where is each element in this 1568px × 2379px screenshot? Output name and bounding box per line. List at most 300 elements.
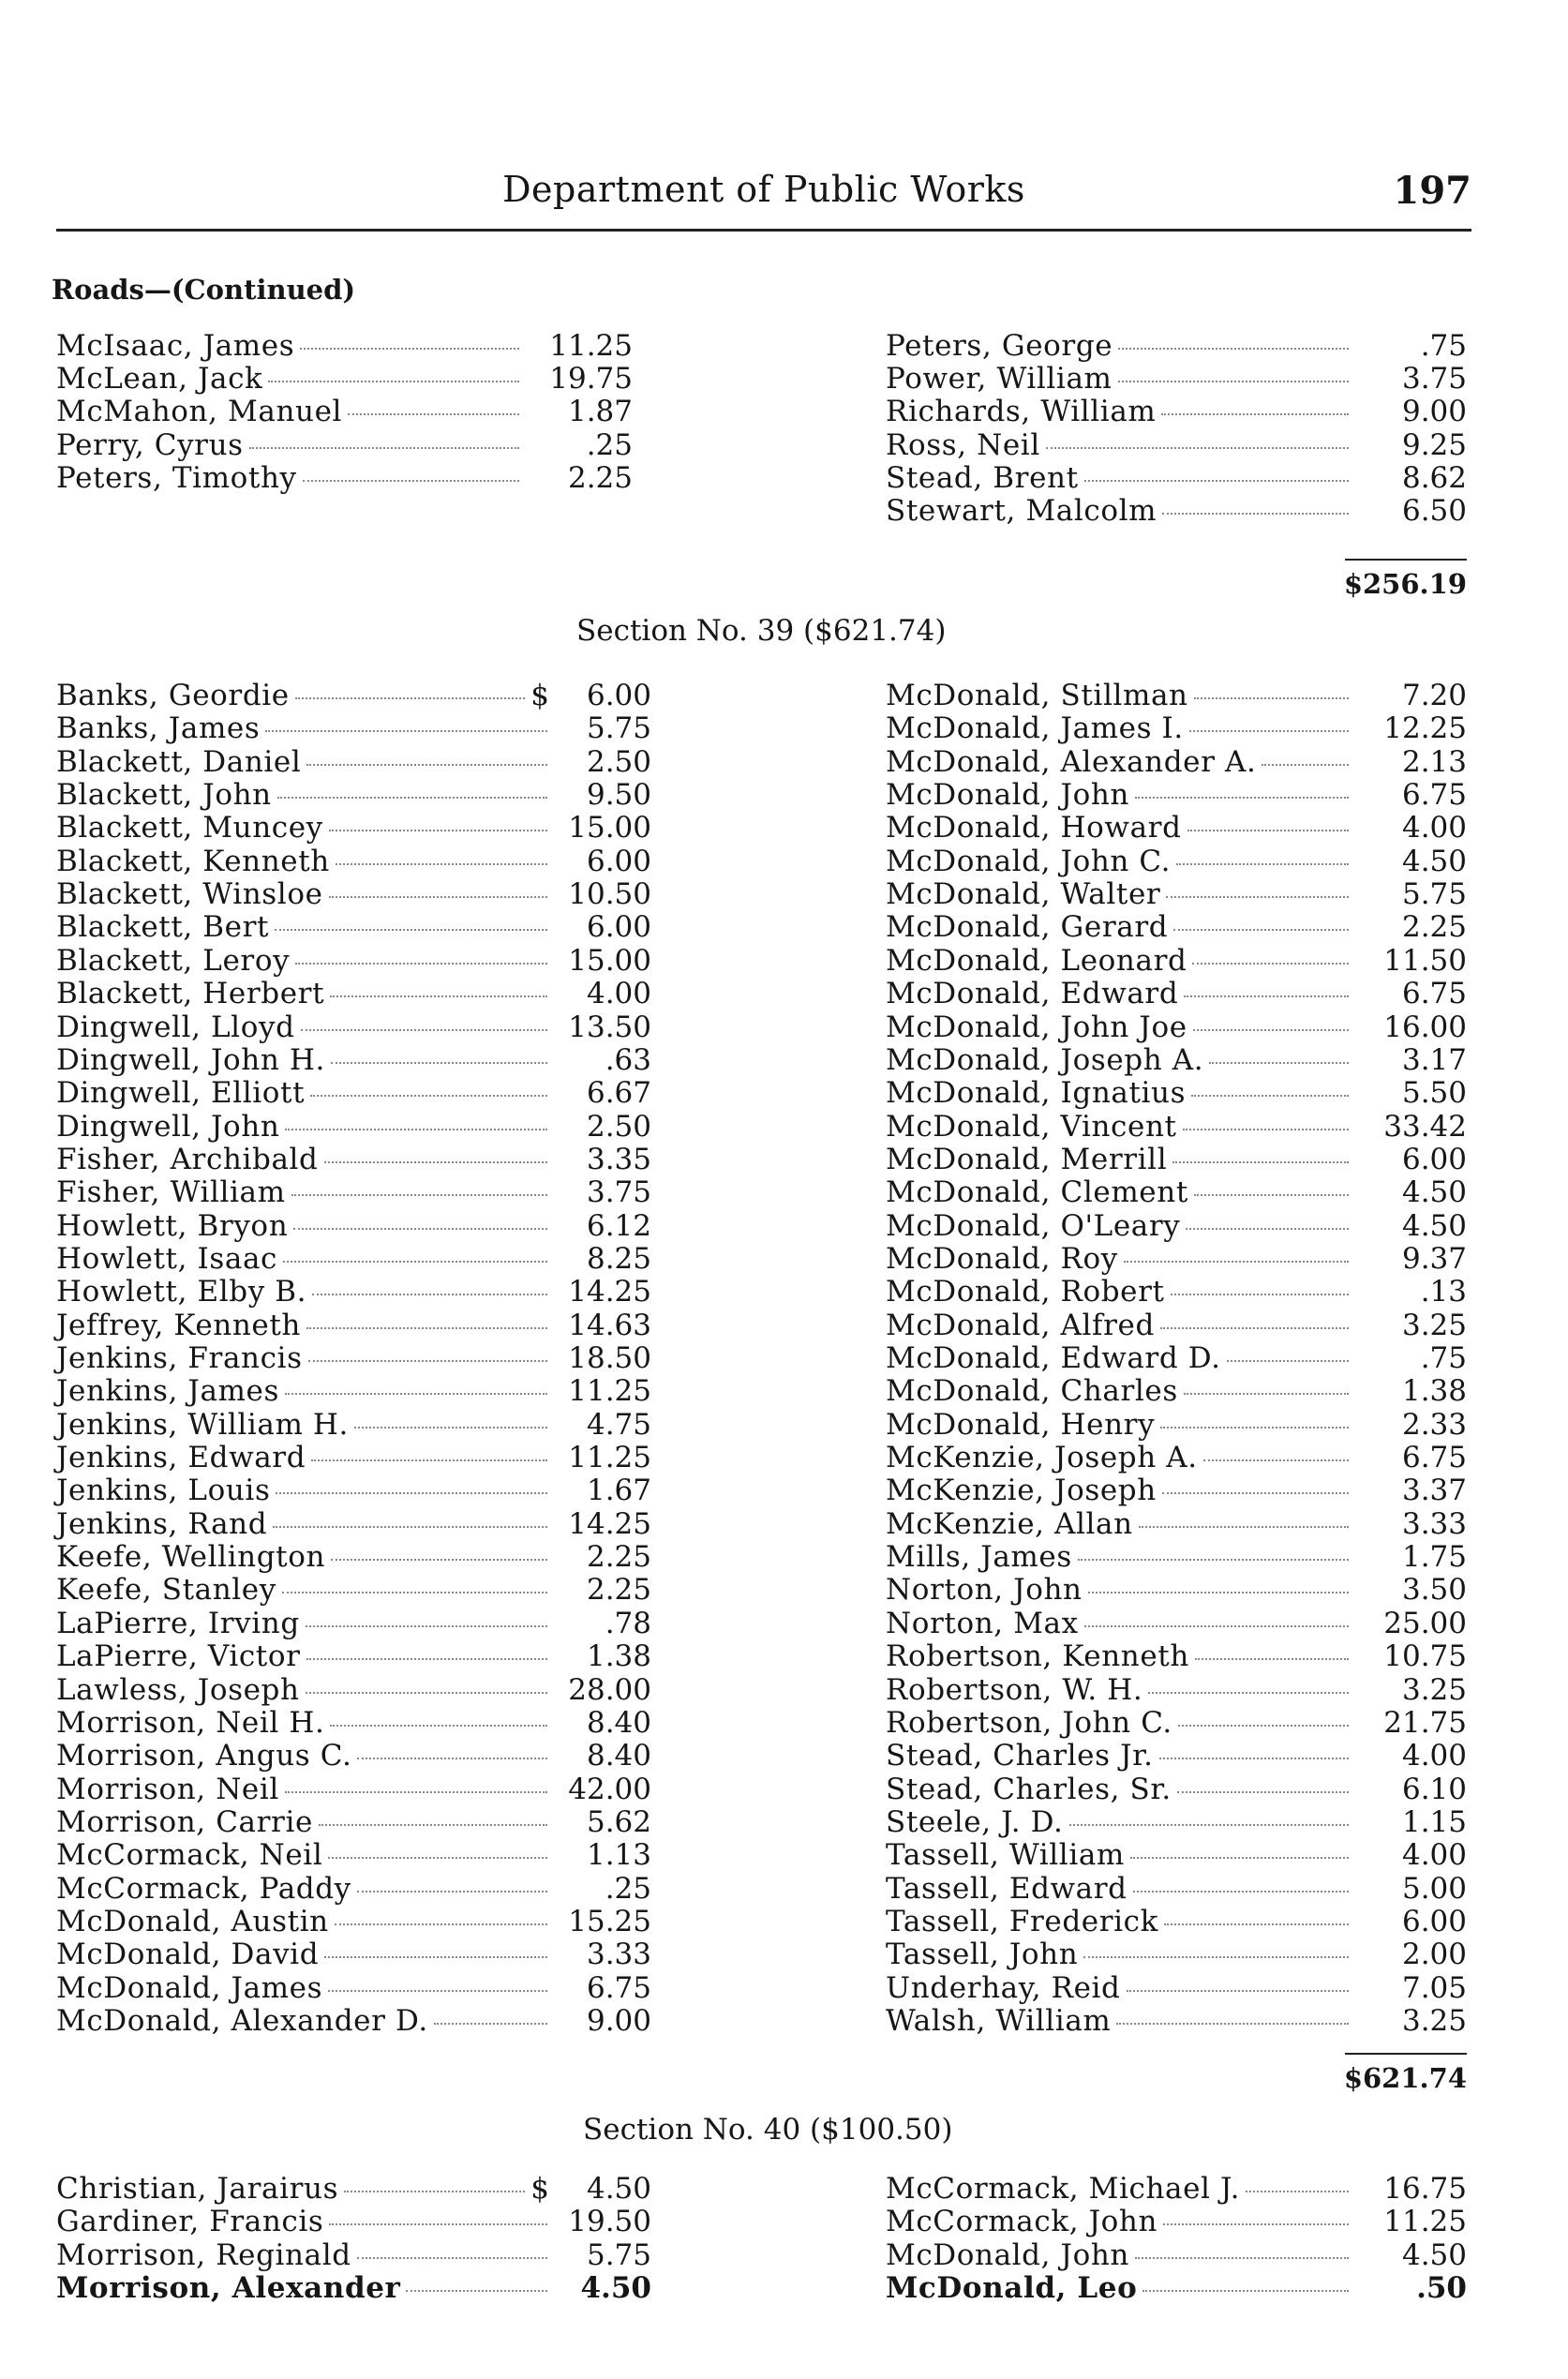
entry-amount: 5.75: [1401, 877, 1467, 912]
dot-leader: [329, 2223, 547, 2225]
entry-amount: 3.25: [1401, 1308, 1467, 1342]
section-39-right-entry: [886, 1674, 1354, 1707]
entry-amount: 6.50: [1401, 494, 1467, 528]
section-39-right-entry: [886, 1972, 1354, 2005]
dot-leader: [295, 697, 526, 699]
entry-name: McDonald, James: [56, 1970, 323, 2005]
dot-leader: [285, 1791, 547, 1793]
section-39-left-entry: [56, 1176, 553, 1209]
section-39-left-entry: [56, 1541, 553, 1574]
dot-leader: [1084, 480, 1349, 482]
section-39-right-entry: [886, 845, 1354, 878]
section-39-left-entry: [56, 945, 553, 978]
dot-leader: [1160, 1427, 1349, 1429]
entry-name: Jenkins, Edward: [56, 1441, 306, 1475]
entry-name: Jenkins, William H.: [56, 1407, 350, 1442]
section-39-right-entry: [886, 1409, 1354, 1442]
dot-leader: [1135, 797, 1349, 799]
section-39-right-entry: [886, 1640, 1354, 1673]
entry-amount: 2.25: [1401, 910, 1467, 945]
section-39-left-entry: [56, 1972, 553, 2005]
entry-name: Norton, Max: [886, 1606, 1079, 1640]
dot-leader: [319, 1824, 547, 1826]
entry-amount: 9.00: [1401, 395, 1467, 429]
section-39-left-entry: [56, 2005, 553, 2038]
section-39-right-entry: [886, 978, 1354, 1010]
entry-name: Blackett, Herbert: [56, 977, 325, 1011]
dot-leader: [328, 1990, 547, 1992]
section-39-left-entry: [56, 812, 553, 845]
section-39-left-entry: [56, 845, 553, 878]
entry-amount: .75: [1420, 1341, 1467, 1375]
header-rule: [56, 229, 1471, 232]
entry-amount: 1.87: [567, 395, 633, 429]
entry-name: McMahon, Manuel: [56, 395, 343, 429]
section-39-right-entry: [886, 1011, 1354, 1044]
entry-name: McIsaac, James: [56, 329, 295, 363]
dot-leader: [311, 1459, 547, 1461]
entry-amount: 2.25: [586, 1540, 651, 1575]
dot-leader: [1209, 1062, 1349, 1064]
entry-amount: 4.00: [1401, 1838, 1467, 1873]
section-39-left-entry: [56, 1508, 553, 1541]
entry-name: Robertson, John C.: [886, 1705, 1172, 1740]
section-40-right-entry: [886, 2206, 1354, 2238]
entry-name: Christian, Jarairus: [56, 2172, 339, 2206]
entry-amount: 9.00: [586, 2004, 651, 2038]
entry-name: Fisher, William: [56, 1175, 286, 1210]
entry-name: Morrison, Reginald: [56, 2237, 351, 2272]
entry-amount: .75: [1420, 329, 1467, 363]
dot-leader: [335, 1923, 547, 1925]
section-39-right-entry: [886, 1740, 1354, 1773]
entry-name: Jenkins, Rand: [56, 1506, 268, 1541]
entry-amount: 14.25: [568, 1275, 651, 1309]
dot-leader: [348, 413, 519, 415]
entry-name: Banks, Geordie: [56, 679, 290, 712]
entry-name: McDonald, David: [56, 1938, 320, 1972]
section-39-right-entry: [886, 1508, 1354, 1541]
section-39-right-entry: [886, 1309, 1354, 1342]
dot-leader: [1046, 447, 1349, 449]
dot-leader: [293, 1228, 547, 1230]
entry-name: McDonald, Howard: [886, 811, 1182, 845]
entry-amount: 4.75: [586, 1407, 651, 1442]
dot-leader: [1176, 863, 1349, 865]
entry-amount: 11.25: [568, 1374, 651, 1409]
dot-leader: [1227, 1360, 1349, 1362]
roads-left-entry: [56, 396, 525, 428]
entry-name: Mills, James: [886, 1540, 1072, 1575]
dot-leader: [1203, 1459, 1349, 1461]
entry-amount: 7.20: [1401, 679, 1467, 712]
roads-left-entry: [56, 330, 525, 363]
entry-amount: 3.33: [1401, 1506, 1467, 1541]
entry-amount: 6.00: [586, 679, 651, 712]
section-39-left-entry: [56, 1375, 553, 1408]
dot-leader: [1118, 381, 1349, 382]
entry-name: McDonald, John C.: [886, 844, 1172, 878]
entry-amount: 14.63: [568, 1308, 651, 1342]
entry-name: Peters, George: [886, 329, 1113, 363]
entry-amount: 6.75: [586, 1970, 651, 2005]
entry-amount: 1.67: [586, 1474, 651, 1508]
entry-name: McKenzie, Allan: [886, 1506, 1133, 1541]
entry-name: Power, William: [886, 362, 1113, 396]
entry-name: Stead, Charles, Sr.: [886, 1772, 1172, 1806]
entry-amount: 5.62: [586, 1804, 651, 1839]
entry-amount: 3.25: [1401, 2004, 1467, 2038]
entry-name: Peters, Timothy: [56, 460, 297, 495]
entry-name: Dingwell, Elliott: [56, 1076, 306, 1111]
dot-leader: [1078, 1559, 1349, 1561]
dot-leader: [1173, 929, 1349, 931]
entry-name: McCormack, Paddy: [56, 1871, 351, 1906]
dot-leader: [1172, 1161, 1349, 1163]
dot-leader: [1194, 1194, 1349, 1196]
entry-name: McLean, Jack: [56, 362, 263, 396]
entry-name: Howlett, Bryon: [56, 1208, 289, 1243]
entry-name: Howlett, Isaac: [56, 1241, 277, 1276]
entry-name: McDonald, Charles: [886, 1374, 1178, 1409]
dollar-sign: $: [530, 2172, 549, 2206]
entry-amount: 6.67: [586, 1076, 651, 1111]
entry-amount: 6.00: [1401, 1904, 1467, 1938]
entry-name: LaPierre, Irving: [56, 1606, 300, 1640]
dot-leader: [300, 348, 519, 350]
entry-amount: 8.25: [586, 1241, 651, 1276]
entry-name: Keefe, Wellington: [56, 1540, 326, 1575]
dot-leader: [1171, 1294, 1349, 1295]
dot-leader: [1164, 1923, 1349, 1925]
section-39-left-entry: [56, 1077, 553, 1110]
dot-leader: [1133, 1891, 1349, 1893]
dot-leader: [336, 863, 547, 865]
dot-leader: [1184, 1393, 1349, 1395]
section-40-left-entry: [56, 2206, 553, 2238]
section-39-left-entry: [56, 1574, 553, 1607]
dot-leader: [328, 1857, 547, 1859]
dot-leader: [291, 1194, 547, 1196]
section-39-total-rule: [1345, 2053, 1467, 2055]
entry-name: Norton, John: [886, 1573, 1083, 1608]
dot-leader: [1189, 730, 1349, 732]
dot-leader: [1160, 1327, 1349, 1329]
entry-amount: 13.50: [568, 1010, 651, 1044]
entry-amount: 16.00: [1383, 1010, 1467, 1044]
entry-name: McDonald, Merrill: [886, 1142, 1168, 1176]
dot-leader: [1083, 1956, 1349, 1958]
dot-leader: [265, 730, 547, 732]
roads-left-entry: [56, 429, 525, 462]
section-39-right-entry: [886, 1806, 1354, 1839]
entry-amount: 15.00: [568, 943, 651, 978]
entry-amount: 2.00: [1401, 1938, 1467, 1972]
entry-amount: 12.25: [1383, 711, 1467, 746]
entry-name: Dingwell, John H.: [56, 1042, 325, 1077]
entry-name: McDonald, Clement: [886, 1175, 1188, 1210]
section-39-right-entry: [886, 1077, 1354, 1110]
roads-left-entry: [56, 462, 525, 495]
entry-name: McDonald, Stillman: [886, 679, 1188, 712]
dot-leader: [283, 1261, 547, 1263]
entry-name: McDonald, Joseph A.: [886, 1042, 1204, 1077]
entry-amount: 10.50: [568, 877, 651, 912]
entry-amount: 6.75: [1401, 977, 1467, 1011]
dot-leader: [1116, 2023, 1349, 2025]
entry-amount: 28.00: [568, 1672, 651, 1707]
section-39-right-entry: [886, 1442, 1354, 1474]
section-39-left-entry: [56, 1806, 553, 1839]
dot-leader: [1130, 1857, 1349, 1859]
entry-amount: 6.10: [1401, 1772, 1467, 1806]
entry-name: McCormack, John: [886, 2205, 1158, 2239]
entry-name: McKenzie, Joseph: [886, 1474, 1157, 1508]
dot-leader: [324, 1161, 548, 1163]
dot-leader: [285, 1129, 547, 1130]
entry-name: McDonald, Vincent: [886, 1109, 1177, 1144]
entry-name: Banks, James: [56, 711, 261, 746]
entry-amount: 3.75: [1401, 362, 1467, 396]
dot-leader: [357, 1891, 547, 1893]
entry-name: McDonald, John: [886, 778, 1129, 813]
section-39-left-entry: [56, 1608, 553, 1640]
entry-name: Blackett, Bert: [56, 910, 270, 945]
dot-leader: [1142, 2290, 1349, 2292]
entry-name: McKenzie, Joseph A.: [886, 1441, 1198, 1475]
section-39-left-entry: [56, 1873, 553, 1906]
entry-amount: 4.50: [1401, 1208, 1467, 1243]
entry-amount: 4.50: [1401, 844, 1467, 878]
dot-leader: [324, 1956, 547, 1958]
section-39-left-entry: [56, 878, 553, 911]
section-39-right-entry: [886, 779, 1354, 812]
dot-leader: [277, 797, 547, 799]
roads-right-entry: [886, 462, 1354, 495]
entry-name: McDonald, Leonard: [886, 943, 1187, 978]
dot-leader: [301, 1029, 547, 1031]
dot-leader: [306, 1658, 547, 1660]
dot-leader: [1124, 1261, 1349, 1263]
entry-name: McDonald, John Joe: [886, 1010, 1187, 1044]
entry-amount: .13: [1420, 1275, 1467, 1309]
section-39-right-entry: [886, 878, 1354, 911]
entry-name: Blackett, Leroy: [56, 943, 291, 978]
dot-leader: [306, 1327, 547, 1329]
entry-name: Tassell, Frederick: [886, 1904, 1158, 1938]
entry-name: Blackett, John: [56, 778, 272, 813]
entry-name: McDonald, Alfred: [886, 1308, 1155, 1342]
entry-name: Lawless, Joseph: [56, 1672, 300, 1707]
roads-heading: Roads—(Continued): [52, 274, 356, 306]
section-39-left-entry: [56, 1111, 553, 1144]
section-39-right-entry: [886, 712, 1354, 745]
entry-amount: .50: [1416, 2270, 1467, 2305]
entry-name: Ross, Neil: [886, 427, 1040, 462]
dot-leader: [1135, 2257, 1349, 2259]
section-39-left-entry: [56, 1210, 553, 1243]
dot-leader: [1192, 963, 1349, 965]
dot-leader: [1186, 1228, 1349, 1230]
entry-amount: 9.37: [1401, 1241, 1467, 1276]
dot-leader: [1088, 1592, 1349, 1593]
section-39-right-entry: [886, 1176, 1354, 1209]
dollar-sign: $: [530, 679, 549, 712]
roads-right-entry: [886, 495, 1354, 528]
dot-leader: [308, 1360, 547, 1362]
section-39-right-entry: [886, 812, 1354, 845]
section-39-total: $621.74: [1343, 2062, 1467, 2094]
section-39-right-entry: [886, 945, 1354, 978]
dot-leader: [1262, 764, 1349, 766]
entry-name: McDonald, Alexander A.: [886, 744, 1257, 779]
entry-name: Robertson, Kenneth: [886, 1639, 1189, 1674]
entry-amount: 3.37: [1401, 1474, 1467, 1508]
entry-amount: 11.50: [1383, 943, 1467, 978]
entry-amount: 3.33: [586, 1938, 651, 1972]
entry-amount: 11.25: [568, 1441, 651, 1475]
entry-name: Dingwell, Lloyd: [56, 1010, 295, 1044]
section-39-left-entry: [56, 1409, 553, 1442]
roads-right-entry: [886, 396, 1354, 428]
dot-leader: [1195, 1658, 1349, 1660]
entry-amount: 5.75: [586, 711, 651, 746]
section-39-left-entry: [56, 1309, 553, 1342]
dot-leader: [1161, 413, 1349, 415]
entry-amount: 5.50: [1401, 1076, 1467, 1111]
roads-right-entry: [886, 330, 1354, 363]
entry-name: Blackett, Muncey: [56, 811, 323, 845]
entry-name: McDonald, Robert: [886, 1275, 1165, 1309]
entry-amount: 15.25: [568, 1904, 651, 1938]
entry-name: McCormack, Michael J.: [886, 2172, 1241, 2206]
section-40-left-entry: [56, 2239, 553, 2272]
section-39-left-entry: [56, 712, 553, 745]
entry-amount: 1.75: [1401, 1540, 1467, 1575]
section-39-left-entry: [56, 1474, 553, 1507]
entry-amount: 4.50: [580, 2270, 651, 2305]
section-39-left-entry: [56, 779, 553, 812]
entry-amount: 1.38: [1401, 1374, 1467, 1409]
section-39-left-entry: [56, 1442, 553, 1474]
dot-leader: [1183, 1129, 1349, 1130]
dot-leader: [1177, 1791, 1349, 1793]
section-39-left-entry: [56, 1674, 553, 1707]
dot-leader: [1187, 830, 1349, 831]
entry-amount: .25: [605, 1871, 651, 1906]
entry-amount: 8.40: [586, 1739, 651, 1773]
entry-amount: 33.42: [1383, 1109, 1467, 1144]
entry-amount: 16.75: [1383, 2172, 1467, 2206]
entry-amount: 11.25: [1383, 2205, 1467, 2239]
section-39-left-entry: [56, 1342, 553, 1375]
section-39-left-entry: [56, 1773, 553, 1806]
entry-amount: 3.35: [586, 1142, 651, 1176]
section-39-left-entry: [56, 1839, 553, 1872]
entry-amount: 4.00: [586, 977, 651, 1011]
dot-leader: [276, 1492, 547, 1494]
section-39-right-entry: [886, 1773, 1354, 1806]
dot-leader: [354, 1427, 547, 1429]
entry-amount: 2.50: [586, 1109, 651, 1144]
dot-leader: [1163, 2223, 1349, 2225]
dot-leader: [1148, 1692, 1349, 1694]
section-39-left-entry: [56, 1044, 553, 1077]
entry-name: McCormack, Neil: [56, 1838, 323, 1873]
entry-name: McDonald, Roy: [886, 1241, 1118, 1276]
entry-amount: 3.25: [1401, 1672, 1467, 1707]
section-39-right-entry: [886, 1342, 1354, 1375]
entry-name: Tassell, William: [886, 1838, 1125, 1873]
section-39-right-entry: [886, 1474, 1354, 1507]
entry-amount: 18.50: [568, 1341, 651, 1375]
entry-name: McDonald, Gerard: [886, 910, 1169, 945]
entry-amount: 4.50: [1401, 2237, 1467, 2272]
roads-right-entry: [886, 363, 1354, 396]
roads-total-rule: [1345, 559, 1467, 561]
section-39-right-entry: [886, 1210, 1354, 1243]
entry-name: Jeffrey, Kenneth: [56, 1308, 301, 1342]
dot-leader: [329, 896, 547, 898]
entry-amount: 6.00: [586, 844, 651, 878]
entry-name: Fisher, Archibald: [56, 1142, 319, 1176]
section-39-right-entry: [886, 1144, 1354, 1176]
section-39-right-entry: [886, 1044, 1354, 1077]
dot-leader: [1162, 513, 1349, 515]
dot-leader: [1184, 995, 1349, 997]
entry-amount: 11.25: [549, 329, 633, 363]
entry-name: Walsh, William: [886, 2004, 1112, 2038]
dot-leader: [1166, 896, 1349, 898]
entry-amount: 3.50: [1401, 1573, 1467, 1608]
section-39-left-entry: [56, 1011, 553, 1044]
section-40-left-entry: [56, 2173, 553, 2206]
dot-leader: [306, 764, 547, 766]
entry-name: Howlett, Elby B.: [56, 1275, 307, 1309]
dot-leader: [1191, 1095, 1349, 1097]
entry-amount: 6.00: [586, 910, 651, 945]
entry-name: Jenkins, James: [56, 1374, 279, 1409]
section-39-left-entry: [56, 978, 553, 1010]
entry-name: Robertson, W. H.: [886, 1672, 1143, 1707]
entry-name: Blackett, Kenneth: [56, 844, 330, 878]
dot-leader: [268, 381, 519, 382]
entry-amount: .63: [605, 1042, 651, 1077]
dot-leader: [303, 480, 519, 482]
section-39-left-entry: [56, 680, 553, 712]
entry-name: Tassell, John: [886, 1938, 1079, 1972]
roads-right-entry: [886, 429, 1354, 462]
section-40-right-entry: [886, 2272, 1354, 2305]
entry-amount: 2.50: [586, 744, 651, 779]
entry-name: Gardiner, Francis: [56, 2205, 324, 2239]
section-40-right-entry: [886, 2173, 1354, 2206]
section-39-right-entry: [886, 1839, 1354, 1872]
dot-leader: [306, 1692, 547, 1694]
section-39-left-entry: [56, 1740, 553, 1773]
entry-amount: 19.75: [549, 362, 633, 396]
entry-amount: 15.00: [568, 811, 651, 845]
section-39-right-entry: [886, 1906, 1354, 1938]
dot-leader: [1162, 1492, 1349, 1494]
section-39-right-entry: [886, 680, 1354, 712]
dot-leader: [1069, 1824, 1350, 1826]
dot-leader: [1127, 1990, 1350, 1992]
entry-amount: 1.38: [586, 1639, 651, 1674]
entry-name: McDonald, Alexander D.: [56, 2004, 428, 2038]
dot-leader: [331, 1062, 547, 1064]
entry-name: Morrison, Angus C.: [56, 1739, 352, 1773]
